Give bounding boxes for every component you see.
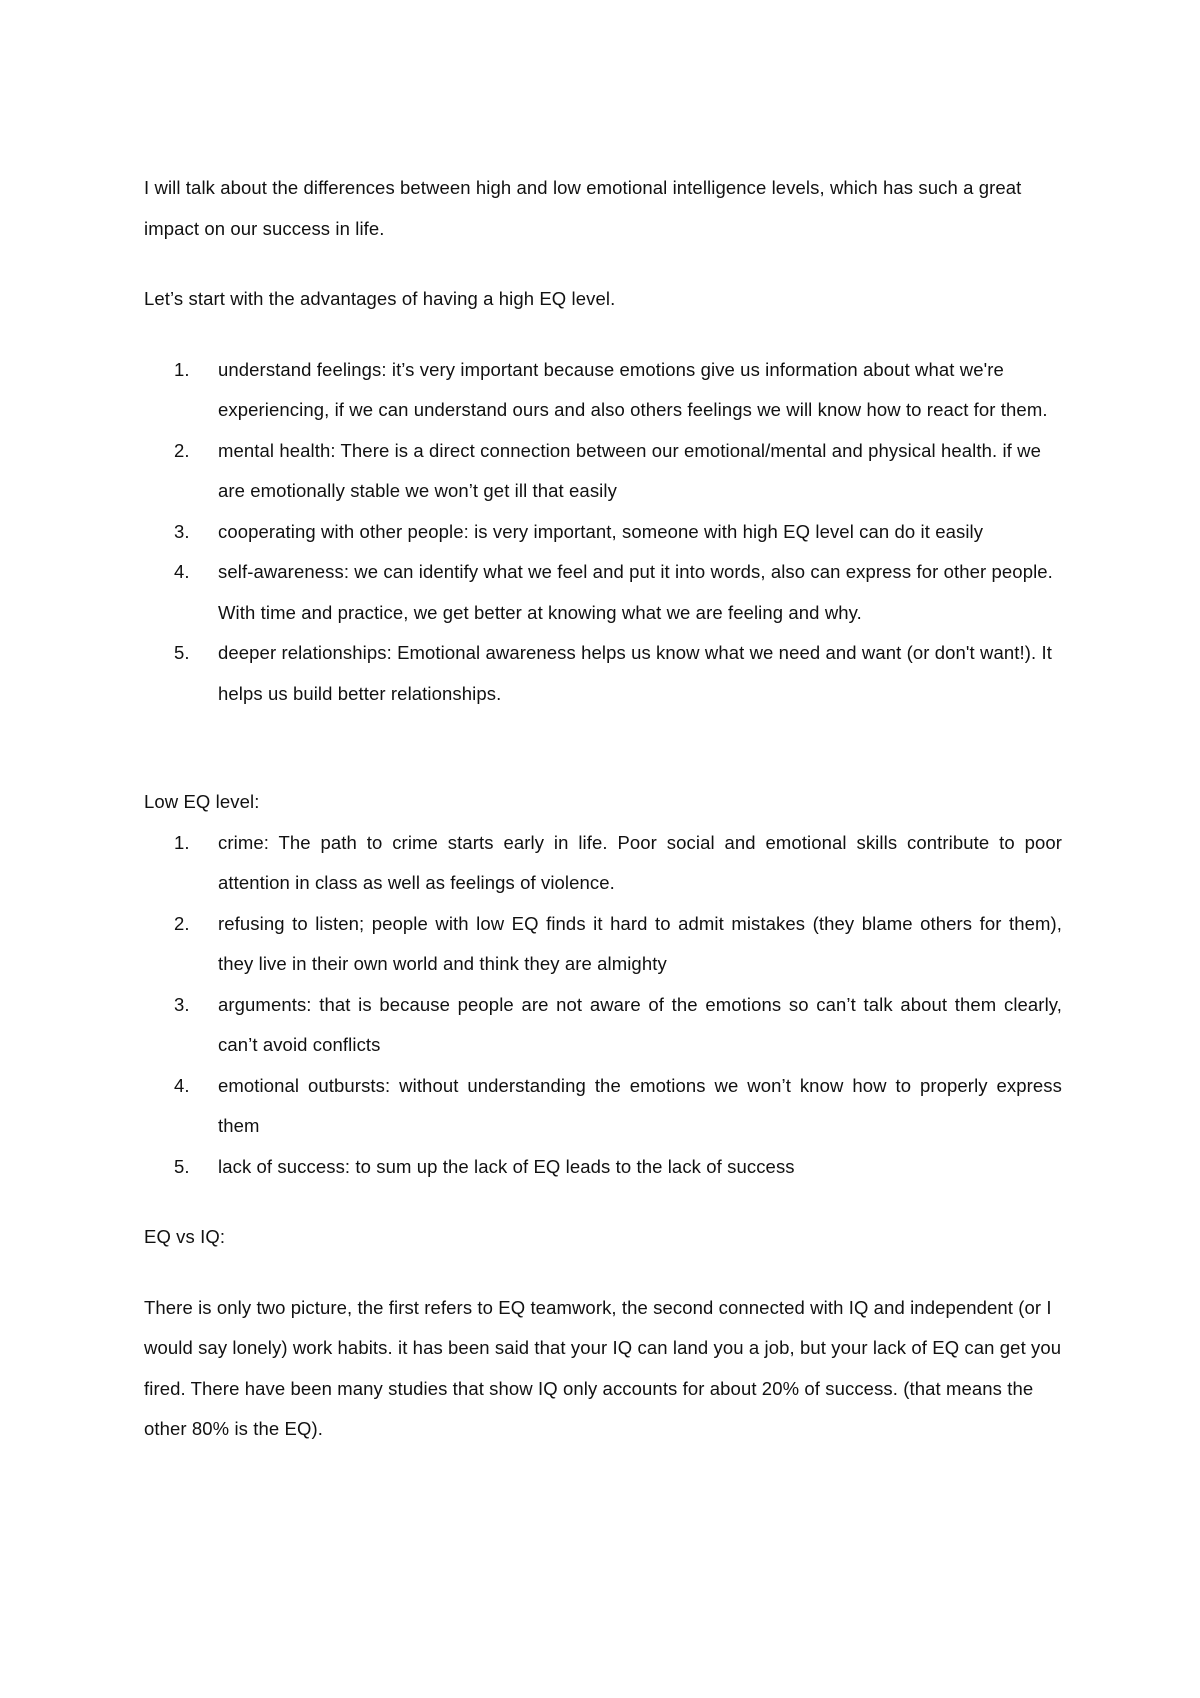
list-number: 5.: [174, 1155, 190, 1177]
intro-paragraph: I will talk about the differences between high and low emotional intelligence levels, which has such a great impact on our success in life.: [144, 177, 1022, 239]
list-number: 1.: [174, 358, 190, 380]
list-item: [144, 904, 1062, 985]
list-item-text: self-awareness: we can identify what we feel and put it into words, also can express for other people. With time and practice, we get better at knowing what we are feeling and why.: [218, 561, 1053, 623]
list-item: [144, 985, 1062, 1066]
eq-vs-iq-paragraph: There is only two picture, the first refers to EQ teamwork, the second connected with IQ and independent (or I would say lonely) work habits. it has been said that your IQ can land you a job, but your lack of EQ can get you fired. There have been many studies that show IQ only accounts for about 20% of success. (that means the other 80% is the EQ).: [144, 1296, 1062, 1439]
list-item-text: crime: The path to crime starts early in life. Poor social and emotional skills contribute to poor attention in class as well as feelings of violence.: [218, 831, 1062, 893]
list-item-text: lack of success: to sum up the lack of EQ leads to the lack of success: [218, 1155, 795, 1177]
list-number: 3.: [174, 993, 190, 1015]
list-number: 2.: [174, 439, 190, 461]
document-body: [144, 168, 1062, 1450]
list-item-text: cooperating with other people: is very important, someone with high EQ level can do it easily: [218, 520, 984, 542]
list-item-text: refusing to listen; people with low EQ finds it hard to admit mistakes (they blame others for them), they live in their own world and think they are almighty: [218, 912, 1062, 974]
list-item: [144, 1147, 1062, 1188]
list-item-text: mental health: There is a direct connection between our emotional/mental and physical health. if we are emotionally stable we won’t get ill that easily: [218, 439, 1042, 501]
list-item-text: understand feelings: it’s very important because emotions give us information about what we're experiencing, if we can understand ours and also others feelings we will know how to react for them.: [218, 358, 1048, 420]
list-number: 5.: [174, 642, 190, 663]
list-number: 3.: [174, 520, 190, 542]
list-item-text: deeper relationships: Emotional awareness helps us know what we need and want (or don't want!). It helps us build better relationships.: [218, 642, 1052, 704]
list-item: [144, 350, 1062, 431]
list-item: [144, 431, 1062, 512]
low-eq-list: [144, 823, 1062, 1188]
list-number: 4.: [174, 561, 190, 582]
list-number: 1.: [174, 831, 190, 853]
low-eq-title: Low EQ level:: [144, 791, 260, 812]
list-item: [144, 633, 1062, 714]
advantages-intro: Let’s start with the advantages of having a high EQ level.: [144, 288, 616, 309]
list-number: 4.: [174, 1074, 190, 1096]
list-item-text: arguments: that is because people are not aware of the emotions so can’t talk about them clearly, can’t avoid conflicts: [218, 993, 1062, 1055]
list-item: [144, 552, 1062, 633]
list-item-text: emotional outbursts: without understanding the emotions we won’t know how to properly express them: [218, 1074, 1062, 1136]
high-eq-list: [144, 350, 1062, 715]
list-item: [144, 823, 1062, 904]
eq-vs-iq-heading: EQ vs IQ:: [144, 1226, 226, 1247]
list-item: [144, 512, 1062, 553]
list-item: [144, 1066, 1062, 1147]
list-number: 2.: [174, 912, 190, 934]
